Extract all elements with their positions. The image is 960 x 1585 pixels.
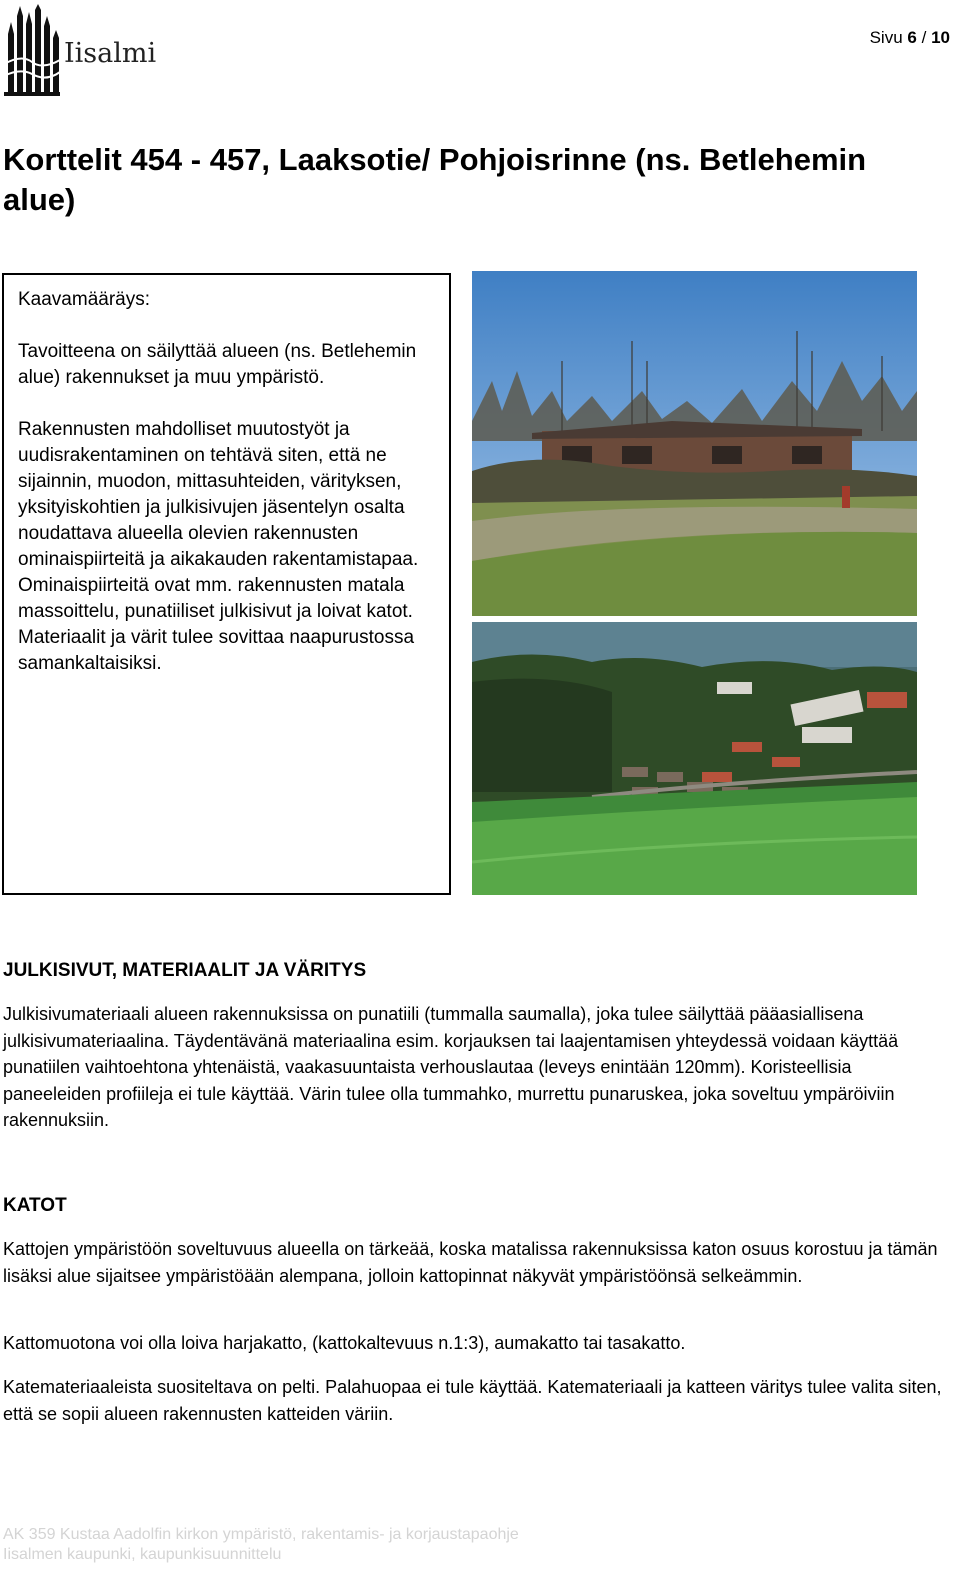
footer [3,1525,519,1565]
tree-emblem-icon [2,4,62,100]
page-separator: / [921,28,927,47]
aerial-view-photo [472,622,917,895]
regulation-paragraph-2: Rakennusten mahdolliset muutostyöt ja uudisrakentaminen on tehtävä siten, että ne sijainnin, muodon, mittasuhteiden, värityksen, yksityiskohtien ja julkisivujen jäsentelyn osalta noudattava alueella olevien rakennusten ominaispiirteitä ja aikakauden rakentamistapaa. Ominaispiirteitä ovat mm. rakennusten matala massoittelu, punatiiliset julkisivut ja loivat katot. Materiaalit ja värit tulee sovittaa naapurustossa samankaltaisiksi. [18,419,419,674]
regulation-box [2,273,451,895]
page-number [870,28,950,48]
regulation-paragraph-1: Tavoitteena on säilyttää alueen (ns. Betlehemin alue) rakennukset ja muu ympäristö. [18,341,417,388]
logo-text: Iisalmi [64,38,157,69]
facades-heading: JULKISIVUT, MATERIAALIT JA VÄRITYS [3,960,367,981]
footer-line-2: Iisalmen kaupunki, kaupunkisuunnittelu [3,1546,282,1563]
facades-text: Julkisivumateriaali alueen rakennuksissa on punatiili (tummalla saumalla), joka tulee säilyttää pääasiallisena julkisivumateriaalina. Täydentävänä materiaalina esim. korjauksen tai laajentamisen yhteydessä voidaan käyttää punatiilen vaihtoehtona yhtenäistä, vaakasuuntaista verhouslautaa (leveys enintään 120mm). Koristeellisia paneeleiden profiileja ei tule käyttää. Värin tulee olla tummahko, murrettu punaruskea, joka soveltuu ympäröiviin rakennuksiin. [3,1004,899,1130]
roofs-paragraph-2: Kattomuotona voi olla loiva harjakatto, (kattokaltevuus n.1:3), aumakatto tai tasakatto. [3,1333,686,1353]
roofs-paragraph-3: Katemateriaaleista suositeltava on pelti. Palahuopaa ei tule käyttää. Katemateriaali ja katteen väritys tulee valita siten, että se sopii alueen rakennusten katteiden väriin. [3,1377,942,1424]
page-total: 10 [931,28,950,47]
city-logo [2,4,157,100]
footer-line-1: AK 359 Kustaa Aadolfin kirkon ympäristö, rakentamis- ja korjaustapaohje [3,1526,519,1543]
street-view-photo [472,271,917,616]
page-label: Sivu [869,28,903,47]
page-title: Korttelit 454 - 457, Laaksotie/ Pohjoisrinne (ns. Betlehemin alue) [3,142,867,217]
roofs-heading: KATOT [3,1195,67,1216]
roofs-paragraph-1: Kattojen ympäristöön soveltuvuus alueella on tärkeää, koska matalissa rakennuksissa katon osuus korostuu ja tämän lisäksi alue sijaitsee ympäristöään alempana, jolloin kattopinnat näkyvät ympäristöönsä selkeämmin. [3,1239,938,1286]
page-current: 6 [907,28,917,47]
regulation-heading: Kaavamääräys: [18,289,151,310]
